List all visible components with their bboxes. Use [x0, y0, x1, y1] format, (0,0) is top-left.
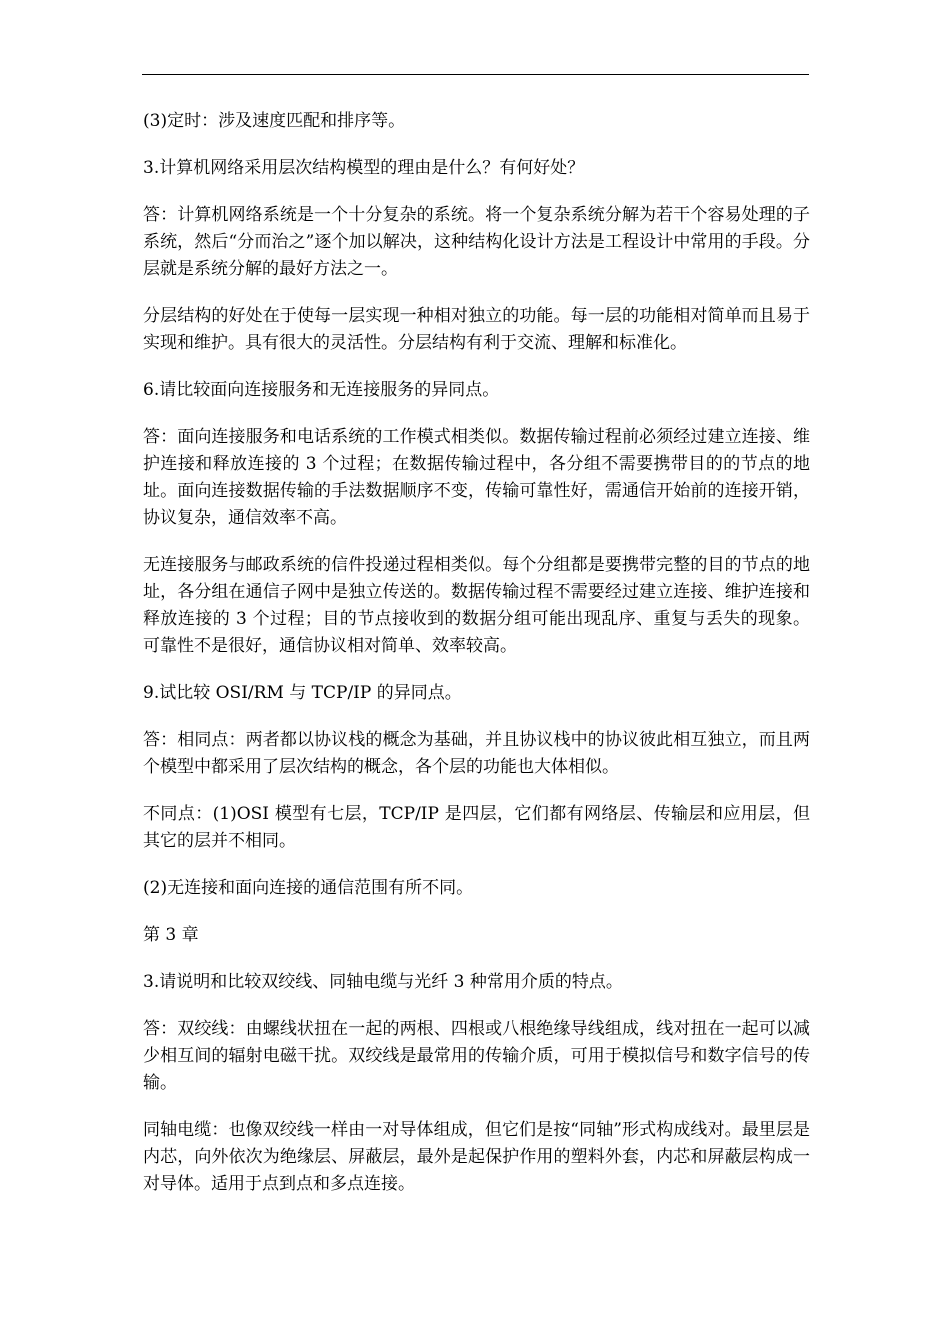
- answer-9-similarities: 答：相同点：两者都以协议栈的概念为基础，并且协议栈中的协议彼此相互独立，而且两个模型中都采用了层次结构的概念，各个层的功能也大体相似。: [143, 730, 810, 777]
- header-rule: [142, 74, 809, 75]
- question-6-connection-services: 6.请比较面向连接服务和无连接服务的异同点。: [143, 380, 500, 400]
- paragraph-timing: (3)定时：涉及速度匹配和排序等。: [143, 111, 406, 131]
- answer-3-part-2: 分层结构的好处在于使每一层实现一种相对独立的功能。每一层的功能相对简单而且易于实现和维护。具有很大的灵活性。分层结构有利于交流、理解和标准化。: [143, 306, 810, 353]
- answer-coaxial-cable: 同轴电缆：也像双绞线一样由一对导体组成，但它们是按“同轴”形式构成线对。最里层是内芯，向外依次为绝缘层、屏蔽层，最外是起保护作用的塑料外套，内芯和屏蔽层构成一对导体。适用于点到点和多点连接。: [143, 1120, 810, 1194]
- question-3-layered-model: 3.计算机网络采用层次结构模型的理由是什么？有何好处？: [143, 158, 585, 178]
- document-body: [143, 108, 810, 1218]
- question-9-osi-vs-tcpip: 9.试比较 OSI/RM 与 TCP/IP 的异同点。: [143, 683, 462, 703]
- answer-twisted-pair: 答：双绞线：由螺线状扭在一起的两根、四根或八根绝缘导线组成，线对扭在一起可以减少相互间的辐射电磁干扰。双绞线是最常用的传输介质，可用于模拟信号和数字信号的传输。: [143, 1019, 810, 1093]
- question-3-transmission-media: 3.请说明和比较双绞线、同轴电缆与光纤 3 种常用介质的特点。: [143, 972, 623, 992]
- answer-9-differences-2: (2)无连接和面向连接的通信范围有所不同。: [143, 878, 474, 898]
- answer-9-differences-1: 不同点：(1)OSI 模型有七层，TCP/IP 是四层，它们都有网络层、传输层和应用层，但其它的层并不相同。: [143, 804, 810, 851]
- answer-6-part-2: 无连接服务与邮政系统的信件投递过程相类似。每个分组都是要携带完整的目的节点的地址，各分组在通信子网中是独立传送的。数据传输过程不需要经过建立连接、维护连接和释放连接的 3 个过程；目的节点接收到的数据分组可能出现乱序、重复与丢失的现象。可靠性不是很好，通信协议相对简单、效率较高。: [143, 555, 810, 656]
- answer-6-part-1: 答：面向连接服务和电话系统的工作模式相类似。数据传输过程前必须经过建立连接、维护连接和释放连接的 3 个过程；在数据传输过程中，各分组不需要携带目的的节点的地址。面向连接数据传输的手法数据顺序不变，传输可靠性好，需通信开始前的连接开销，协议复杂，通信效率不高。: [143, 427, 810, 528]
- chapter-heading: 第 3 章: [143, 925, 199, 945]
- answer-3-part-1: 答：计算机网络系统是一个十分复杂的系统。将一个复杂系统分解为若干个容易处理的子系统，然后“分而治之”逐个加以解决，这种结构化设计方法是工程设计中常用的手段。分层就是系统分解的最好方法之一。: [143, 205, 810, 279]
